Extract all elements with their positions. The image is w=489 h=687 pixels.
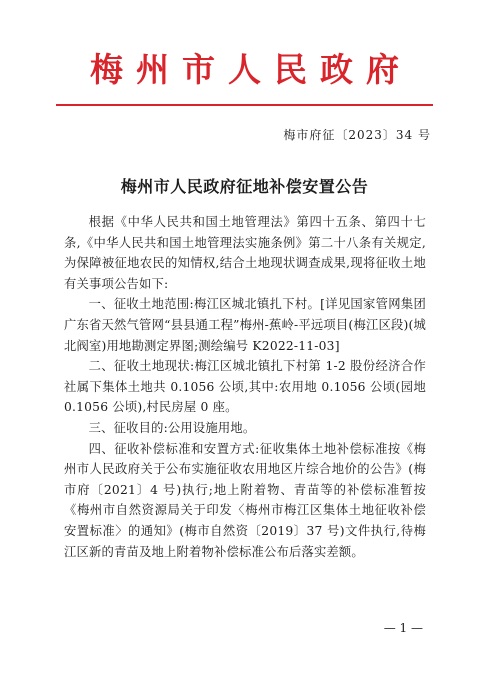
announcement-body xyxy=(64,212,426,562)
paragraph-preamble: 根据《中华人民共和国土地管理法》第四十五条、第四十七条,《中华人民共和国土地管理法实施条例》第二十八条有关规定,为保障被征地农民的知情权,结合土地现状调查成果,现将征收土地有关事项公告如下: xyxy=(64,215,426,291)
paragraph-land-status: 二、征收土地现状:梅江区城北镇扎下村第 1-2 股份经济合作社属下集体土地共 0.1056 公顷,其中:农用地 0.1056 公顷(园地 0.1056 公顷),村民房屋 0 座。 xyxy=(64,359,426,415)
paragraph-purpose: 三、征收目的:公用设施用地。 xyxy=(88,420,256,435)
announcement-title: 梅州市人民政府征地补偿安置公告 xyxy=(120,177,369,196)
paragraph-land-scope: 一、征收土地范围:梅江区城北镇扎下村。[详见国家管网集团广东省天然气管网“县县通工程”梅州-蕉岭-平远项目(梅江区段)(城北阀室)用地勘测定界图;测绘编号 K2022-11-03] xyxy=(64,297,426,353)
page-number: — 1 — xyxy=(383,621,423,635)
government-masthead: 梅州市人民政府 xyxy=(90,50,412,89)
document-number: 梅市府征〔2023〕34 号 xyxy=(283,128,431,142)
red-divider-line xyxy=(56,104,433,106)
paragraph-compensation: 四、征收补偿标准和安置方式:征收集体土地补偿标准按《梅州市人民政府关于公布实施征收农用地区片综合地价的公告》(梅市府〔2021〕4 号)执行;地上附着物、青苗等的补偿标准暂按《梅州市自然资源局关于印发〈梅州市梅江区集体土地征收补偿安置标准〉的通知》(梅市自然资〔2019〕37 号)文件执行,待梅江区新的青苗及地上附着物补偿标准公布后落实差额。 xyxy=(64,441,426,559)
